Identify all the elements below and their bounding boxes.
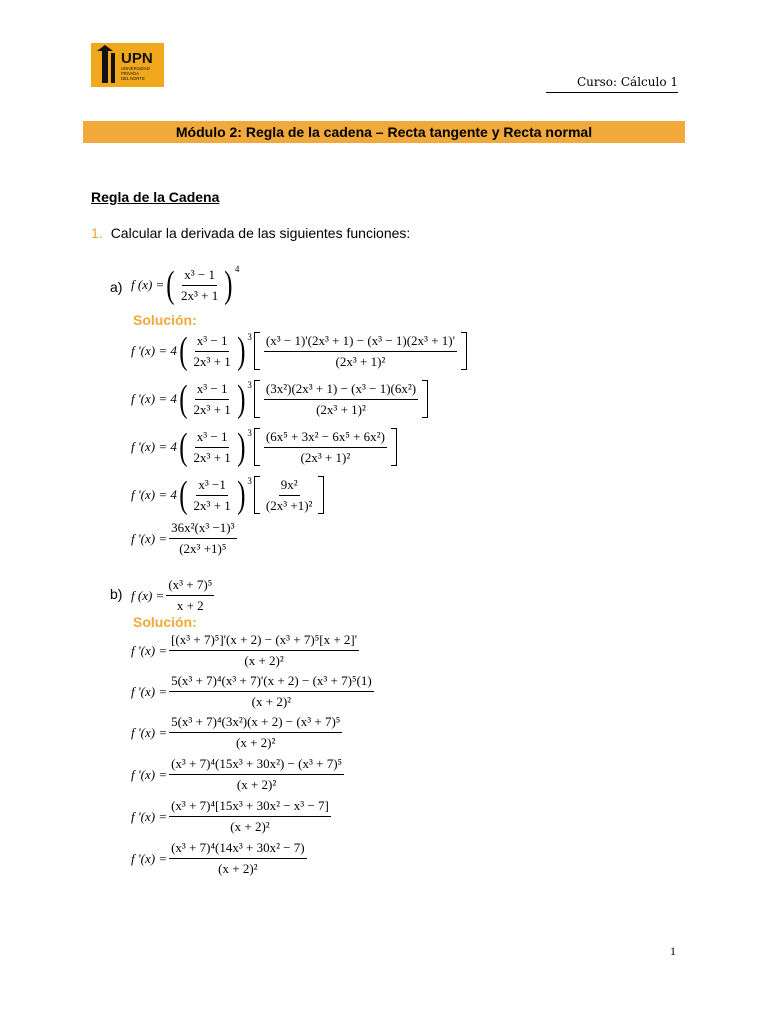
part-b-label: b) <box>110 586 123 602</box>
section-title: Regla de la Cadena <box>91 189 220 205</box>
part-b-step-6: f '(x) = $\frac{\text{(x³ + 7)⁴(14x³ + 30x² − 7)}}{\text{(x + 2)²}}$ <box>131 840 305 876</box>
part-a-label: a) <box>110 279 123 295</box>
part-b-step-3: f '(x) = $\frac{\text{5(x³ + 7)⁴(3x²)(x + 2) − (x³ + 7)⁵}}{\text{(x + 2)²}}$ <box>131 714 341 750</box>
logo-text: UPN <box>121 50 153 67</box>
part-b-step-5: f '(x) = $\frac{\text{(x³ + 7)⁴[15x³ + 30x² − x³ − 7]}}{\text{(x + 2)²}}$ <box>131 798 329 834</box>
page-number: 1 <box>670 944 676 958</box>
logo-subtext-1: UNIVERSIDAD <box>121 66 150 71</box>
part-a-step-1: f '(x) = 4 ( $\frac{\text{x³ − 1}}{\text{2x³ + 1}}$ ) $^3$ $\frac{\text{(x³ − 1)'(2x³ + 1) − (x³ − 1)(2x³ + 1)'}}{\text{(2x³ + 1)²}}$ <box>131 332 469 370</box>
part-a-final: f '(x) = $\frac{\text{36x²(x³ −1)³}}{\text{(2x³ +1)⁵}}$ <box>131 520 235 556</box>
part-a-step-4: f '(x) = 4 ( $\frac{\text{x³ −1}}{\text{2x³ + 1}}$ ) $^3$ $\frac{\text{9x²}}{\text{(2x³ +1)²}}$ <box>131 476 326 514</box>
course-label: Curso: Cálculo 1 <box>576 75 678 89</box>
part-a-solution-label: Solución: <box>133 312 197 328</box>
upn-logo-mark <box>91 43 164 87</box>
part-b-step-2: f '(x) = $\frac{\text{5(x³ + 7)⁴(x³ + 7)'(x + 2) − (x³ + 7)⁵(1)}}{\text{(x + 2)²}}$ <box>131 673 372 709</box>
header-rule <box>546 92 678 93</box>
part-a-function: f (x) = ( $\frac{\text{x³ − 1}}{\text{2x³ + 1}}$ ) $^4$ <box>131 264 240 306</box>
question-number: 1. <box>91 225 103 241</box>
part-b-solution-label: Solución: <box>133 614 197 630</box>
part-b-step-4: f '(x) = $\frac{\text{(x³ + 7)⁴(15x³ + 30x²) − (x³ + 7)⁵}}{\text{(x + 2)²}}$ <box>131 756 343 792</box>
question-1 <box>91 225 410 241</box>
upn-logo <box>91 43 164 87</box>
module-banner: Módulo 2: Regla de la cadena – Recta tangente y Recta normal <box>83 121 685 143</box>
part-b-step-1: f '(x) = $\frac{\text{[(x³ + 7)⁵]'(x + 2) − (x³ + 7)⁵[x + 2]'}}{\text{(x + 2)²}}$ <box>131 632 358 668</box>
part-b-function: f (x) = $\frac{\text{(x³ + 7)⁵}}{x + 2}$ <box>131 577 213 613</box>
logo-subtext-3: DEL NORTE <box>121 76 145 81</box>
part-a-step-3: f '(x) = 4 ( $\frac{\text{x³ − 1}}{\text{2x³ + 1}}$ ) $^3$ $\frac{\text{(6x⁵ + 3x² − 6x⁵ + 6x²)}}{\text{(2x³ + 1)²}}$ <box>131 428 399 466</box>
fraction: $\frac{\text{x³ − 1}}{\text{2x³ + 1}}$ <box>180 266 219 303</box>
part-a-step-2: f '(x) = 4 ( $\frac{\text{x³ − 1}}{\text{2x³ + 1}}$ ) $^3$ $\frac{\text{(3x²)(2x³ + 1) − (x³ − 1)(6x²)}}{\text{(2x³ + 1)²}}$ <box>131 380 430 418</box>
logo-subtext-2: PRIVADA <box>121 71 140 76</box>
question-text: Calcular la derivada de las siguientes funciones: <box>110 225 411 241</box>
